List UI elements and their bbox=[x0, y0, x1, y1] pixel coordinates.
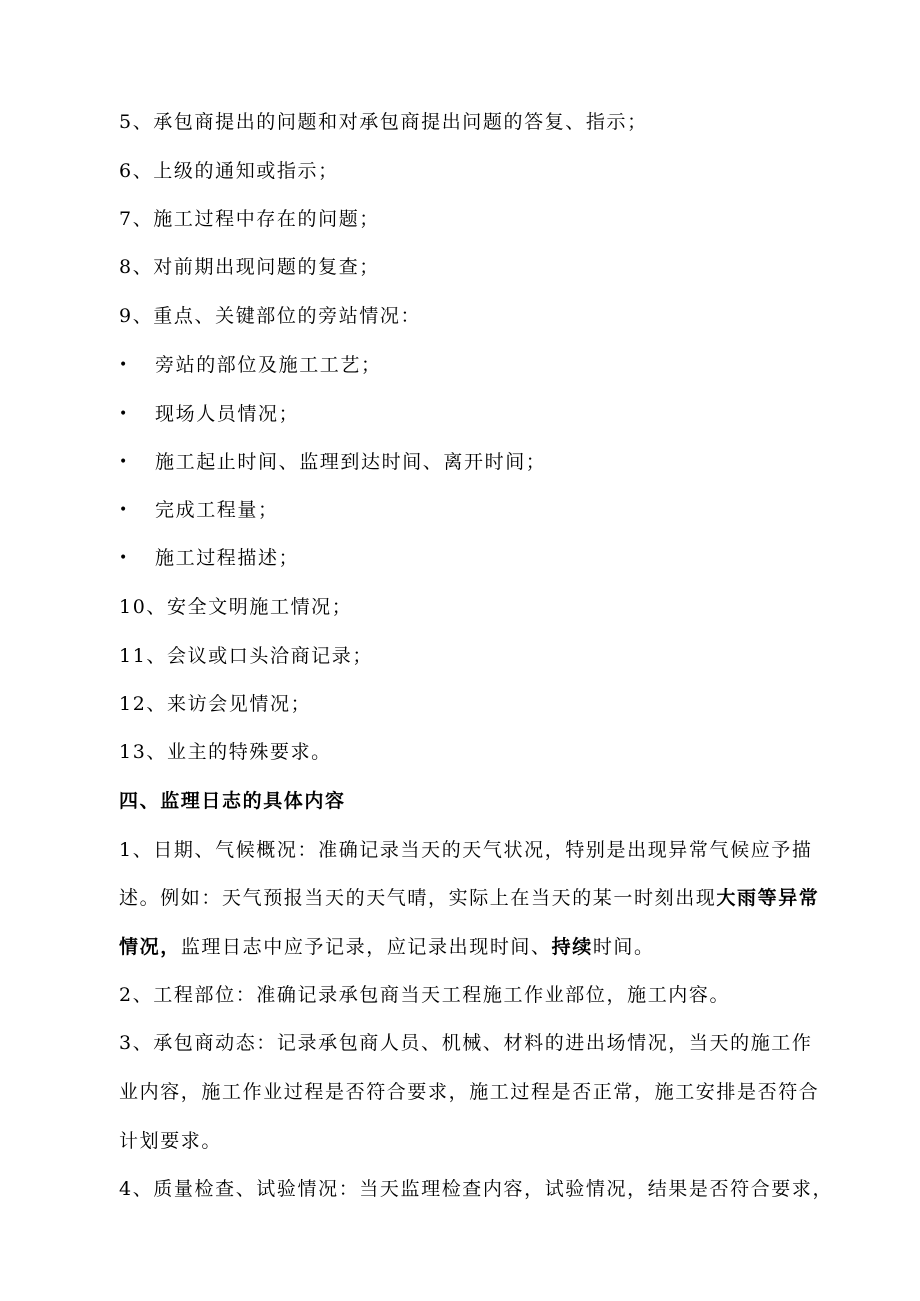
bullet-item: 完成工程量； bbox=[155, 499, 279, 521]
paragraph-1-text: 监理日志中应予记录，应记录出现时间、 bbox=[180, 936, 552, 958]
paragraph-1-text: 时间。 bbox=[592, 936, 655, 958]
paragraph-3-line-1: 3、承包商动态：记录承包商人员、机械、材料的进出场情况，当天的施工作 bbox=[119, 1032, 813, 1054]
bullet-icon: • bbox=[119, 406, 128, 422]
bullet-icon: • bbox=[119, 454, 128, 470]
bullet-item: 现场人员情况； bbox=[155, 403, 300, 425]
paragraph-1-line-2 bbox=[119, 885, 820, 911]
list-item-11: 11、会议或口头洽商记录； bbox=[119, 645, 373, 667]
bullet-icon: • bbox=[119, 550, 128, 566]
paragraph-4: 4、质量检查、试验情况：当天监理检查内容，试验情况，结果是否符合要求， bbox=[119, 1178, 834, 1200]
bullet-icon: • bbox=[119, 502, 128, 518]
list-item-7: 7、施工过程中存在的问题； bbox=[119, 208, 380, 230]
paragraph-1-line-3 bbox=[119, 934, 820, 960]
list-item-10: 10、安全文明施工情况； bbox=[119, 596, 353, 618]
list-item-12: 12、来访会见情况； bbox=[119, 693, 312, 715]
paragraph-2: 2、工程部位：准确记录承包商当天工程施工作业部位，施工内容。 bbox=[119, 984, 731, 1006]
list-item-13: 13、业主的特殊要求。 bbox=[119, 741, 332, 763]
paragraph-1-bold: 大雨等异常 bbox=[716, 887, 820, 909]
list-item-8: 8、对前期出现问题的复查； bbox=[119, 256, 380, 278]
section-heading: 四、监理日志的具体内容 bbox=[119, 790, 346, 812]
list-item-6: 6、上级的通知或指示； bbox=[119, 160, 339, 182]
paragraph-1-bold: 情况， bbox=[119, 936, 181, 958]
paragraph-3-line-2: 业内容，施工作业过程是否符合要求，施工过程是否正常，施工安排是否符合 bbox=[119, 1081, 820, 1103]
bullet-item: 施工起止时间、监理到达时间、离开时间； bbox=[155, 451, 547, 473]
paragraph-1-line-1: 1、日期、气候概况：准确记录当天的天气状况，特别是出现异常气候应予描 bbox=[119, 839, 813, 861]
paragraph-3-line-3: 计划要求。 bbox=[119, 1130, 223, 1152]
bullet-icon: • bbox=[119, 357, 128, 373]
bullet-item: 施工过程描述； bbox=[155, 547, 300, 569]
list-item-5: 5、承包商提出的问题和对承包商提出问题的答复、指示； bbox=[119, 111, 648, 133]
list-item-9: 9、重点、关键部位的旁站情况： bbox=[119, 305, 422, 327]
paragraph-1-bold: 持续 bbox=[551, 936, 593, 958]
bullet-item: 旁站的部位及施工工艺； bbox=[155, 354, 382, 376]
paragraph-1-text: 述。例如：天气预报当天的天气晴，实际上在当天的某一时刻出现 bbox=[119, 887, 717, 909]
